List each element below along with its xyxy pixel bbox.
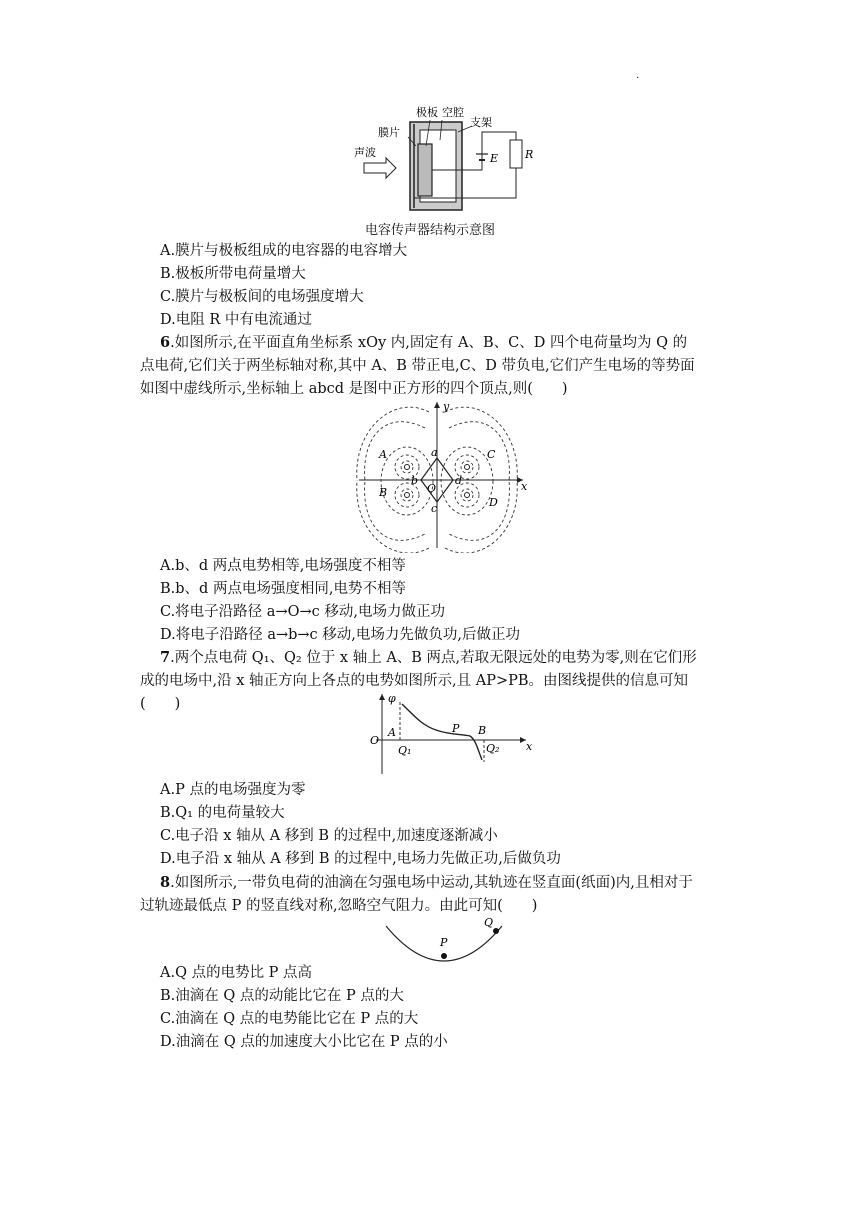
label-Q: Q — [484, 916, 494, 929]
q5-option-c: C.膜片与极板间的电场强度增大 — [160, 289, 364, 305]
axis-x-label: x — [521, 480, 528, 493]
label-O: O — [427, 482, 437, 495]
q8-option-b: B.油滴在 Q 点的动能比它在 P 点的大 — [160, 988, 404, 1004]
label-A: A — [379, 448, 387, 461]
label-A: A — [388, 726, 396, 739]
label-B: B — [478, 724, 487, 737]
q6-option-b: B.b、d 两点电场强度相同,电势不相等 — [160, 581, 407, 597]
equipotential-diagram — [355, 398, 535, 553]
q7-option-b: B.Q₁ 的电荷量较大 — [160, 805, 285, 821]
q5-option-b: B.极板所带电荷量增大 — [160, 266, 306, 282]
top-mark: . — [636, 70, 640, 81]
label-Q2: Q₂ — [486, 742, 500, 755]
q8-stem: 8.如图所示,一带负电荷的油滴在匀强电场中运动,其轨迹在竖直面(纸面)内,且相对于过轨迹最低点 P 的竖直线对称,忽略空气阻力。由此可知( ) — [140, 874, 693, 914]
label-D: D — [489, 496, 498, 509]
q7-stem: 7.两个点电荷 Q₁、Q₂ 位于 x 轴上 A、B 两点,若取无限远处的电势为零,则在它们形成的电场中,沿 x 轴正方向上各点的电势如图所示,且 AP>PB。由图线提供的信息可知( ) — [140, 649, 697, 712]
label-battery: E — [490, 152, 499, 165]
q7-option-c: C.电子沿 x 轴从 A 移到 B 的过程中,加速度逐渐减小 — [160, 828, 498, 844]
trajectory-diagram — [380, 912, 510, 962]
q8-option-a: A.Q 点的电势比 P 点高 — [160, 965, 313, 981]
label-support: 支架 — [470, 116, 492, 129]
q6-option-a: A.b、d 两点电势相等,电场强度不相等 — [160, 558, 406, 574]
label-C: C — [487, 448, 496, 461]
label-sound: 声波 — [354, 146, 376, 159]
label-O: O — [370, 734, 380, 747]
label-a: a — [431, 446, 438, 459]
q6-stem: 6.如图所示,在平面直角坐标系 xOy 内,固定有 A、B、C、D 四个电荷量均为 Q 的点电荷,它们关于两坐标轴对称,其中 A、B 带正电,C、D 带负电,它们产生电场的等势面如图中虚线所示,坐标轴上 abcd 是图中正方形的四个顶点,则( ) — [140, 334, 695, 397]
label-x: x — [526, 740, 533, 753]
q5-option-a: A.膜片与极板组成的电容器的电容增大 — [160, 243, 408, 259]
label-P: P — [452, 722, 460, 735]
q7-option-a: A.P 点的电场强度为零 — [160, 782, 306, 798]
axis-y-label: y — [443, 400, 450, 413]
label-P: P — [440, 936, 448, 949]
label-phi: φ — [388, 692, 396, 705]
q6-option-c: C.将电子沿路径 a→O→c 移动,电场力做正功 — [160, 604, 445, 620]
q8-option-c: C.油滴在 Q 点的电势能比它在 P 点的大 — [160, 1011, 419, 1027]
label-membrane: 膜片 — [378, 126, 400, 139]
label-plate: 极板 — [416, 106, 438, 119]
q8-option-d: D.油滴在 Q 点的加速度大小比它在 P 点的小 — [160, 1034, 448, 1050]
label-d: d — [455, 474, 463, 487]
label-cavity: 空腔 — [442, 106, 464, 119]
label-c: c — [431, 502, 438, 515]
label-Q1: Q₁ — [398, 744, 412, 757]
potential-graph — [366, 690, 536, 780]
label-B: B — [379, 486, 388, 499]
label-resistor: R — [525, 148, 534, 161]
microphone-diagram — [350, 100, 550, 218]
q6-option-d: D.将电子沿路径 a→b→c 移动,电场力先做负功,后做正功 — [160, 627, 520, 643]
q7-option-d: D.电子沿 x 轴从 A 移到 B 的过程中,电场力先做正功,后做负功 — [160, 851, 561, 867]
fig1-caption: 电容传声器结构示意图 — [364, 223, 495, 238]
q5-option-d: D.电阻 R 中有电流通过 — [160, 312, 312, 328]
label-b: b — [411, 474, 419, 487]
